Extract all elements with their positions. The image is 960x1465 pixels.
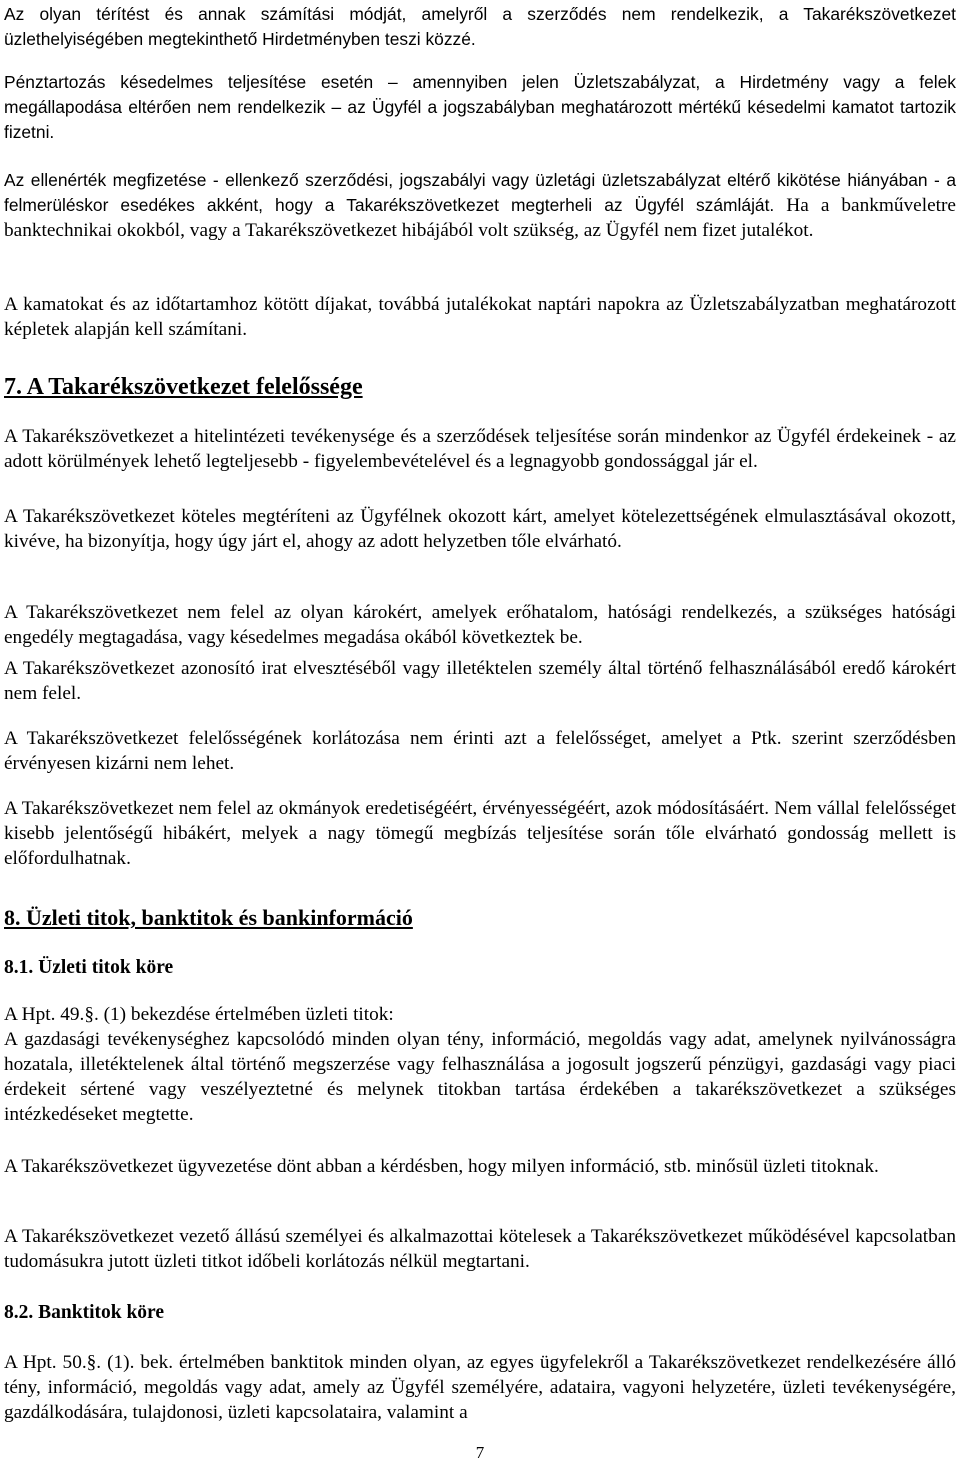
paragraph: Az olyan térítést és annak számítási módját, amelyről a szerződés nem rendelkezik, a Takarékszövetkezet üzlethelyiségében megtekinthető Hirdetményben teszi közzé.: [4, 4, 956, 49]
paragraph: Pénztartozás késedelmes teljesítése esetén – amennyiben jelen Üzletszabályzat, a Hirdetmény vagy a felek megállapodása eltérően nem rendelkezik – az Ügyfél a jogszabályban meghatározott mértékű késedelmi kamatot tartozik fizetni.: [4, 72, 956, 142]
paragraph: A Hpt. 50.§. (1). bek. értelmében banktitok minden olyan, az egyes ügyfelekről a Takarékszövetkezet rendelkezésére álló tény, információ, megoldás vagy adat, amely az Ügyfél személyére, adataira, vagyoni helyzetére, üzleti tevékenységére, gazdálkodására, tulajdonosi, üzleti kapcsolataira, valamint a: [4, 1352, 956, 1423]
subsection-heading: 8.1. Üzleti titok köre: [4, 957, 174, 978]
paragraph: A Takarékszövetkezet azonosító irat elvesztéséből vagy illetéktelen személy által történő felhasználásából eredő károkért nem felel.: [4, 658, 956, 704]
paragraph: A Takarékszövetkezet a hitelintézeti tevékenysége és a szerződések teljesítése során mindenkor az Ügyfél érdekeinek - az adott körülmények lehető legteljesebb - figyelembevételével és a legnagyobb gondossággal jár el.: [4, 426, 956, 472]
page-number: 7: [475, 1443, 485, 1462]
paragraph: A Takarékszövetkezet felelősségének korlátozása nem érinti azt a felelősséget, amelyet a Ptk. szerint szerződésben érvényesen kizárni nem lehet.: [4, 728, 956, 774]
section-heading: 8. Üzleti titok, banktitok és bankinformáció: [4, 905, 413, 930]
paragraph: A Takarékszövetkezet köteles megtéríteni az Ügyfélnek okozott kárt, amelyet kötelezettségének elmulasztásával okozott, kivéve, ha bizonyítja, hogy úgy járt el, ahogy az adott helyzetben tőle elvárható.: [4, 506, 956, 552]
paragraph: A Takarékszövetkezet ügyvezetése dönt abban a kérdésben, hogy milyen információ, stb. minősül üzleti titoknak.: [4, 1156, 879, 1177]
paragraph: A gazdasági tevékenységhez kapcsolódó minden olyan tény, információ, megoldás vagy adat, amelynek nyilvánosságra hozatala, illetéktelenek által történő megszerzése vagy felhasználása a jogosult jogszerű pénzügyi, gazdasági vagy piaci érdekeit sértené vagy veszélyeztetné és melynek titokban tartása érdekében a takarékszövetkezet a szükséges intézkedéseket megtette.: [4, 1029, 956, 1125]
paragraph-part: Az ellenérték megfizetése - ellenkező szerződési, jogszabályi vagy üzletági üzletszabályzat eltérő kikötése hiányában - a felmerüléskor esedékes akként, hogy a Takarékszövetkezet megterheli az Ügyfél számláját.: [4, 170, 956, 215]
section-heading: 7. A Takarékszövetkezet felelőssége: [4, 374, 363, 400]
paragraph: A Takarékszövetkezet vezető állású személyei és alkalmazottai kötelesek a Takarékszövetkezet működésével kapcsolatban tudomásukra jutott üzleti titkot időbeli korlátozás nélkül megtartani.: [4, 1226, 956, 1272]
paragraph: A Takarékszövetkezet nem felel az olyan károkért, amelyek erőhatalom, hatósági rendelkezés, a szükséges hatósági engedély megtagadása, vagy késedelmes megadása okából következtek be.: [4, 602, 956, 648]
paragraph: A kamatokat és az időtartamhoz kötött díjakat, továbbá jutalékokat naptári napokra az Üzletszabályzatban meghatározott képletek alapján kell számítani.: [4, 294, 956, 340]
subsection-heading: 8.2. Banktitok köre: [4, 1302, 164, 1323]
paragraph: [4, 168, 956, 243]
paragraph: A Takarékszövetkezet nem felel az okmányok eredetiségéért, érvényességéért, azok módosításáért. Nem vállal felelősséget kisebb jelentőségű hibákért, melyek a nagy tömegű megbízás teljesítése során tőle elvárható gondosság mellett is előfordulhatnak.: [4, 798, 956, 869]
paragraph: A Hpt. 49.§. (1) bekezdése értelmében üzleti titok:: [4, 1004, 394, 1025]
paragraph-part: Ha a bankműveletre banktechnikai okokból, vagy a Takarékszövetkezet hibájából volt szükség, az Ügyfél nem fizet jutalékot.: [4, 195, 956, 241]
